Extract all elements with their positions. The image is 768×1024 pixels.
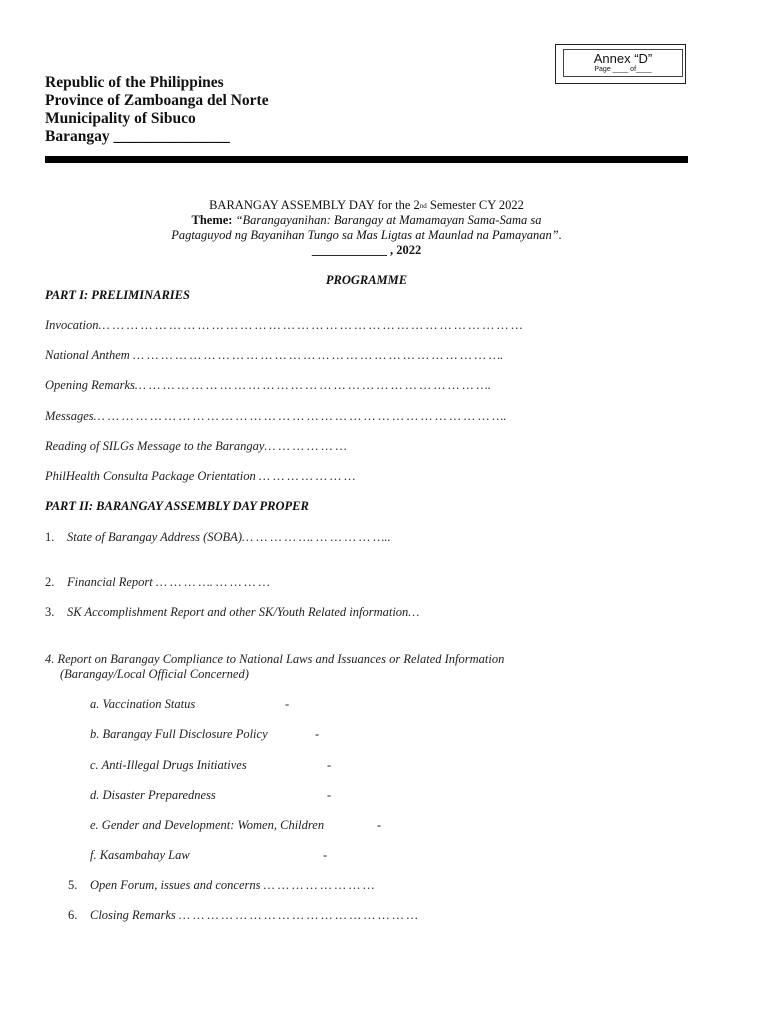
- programme-heading: PROGRAMME: [325, 273, 408, 287]
- part2-item-sk-report: [45, 605, 419, 620]
- sub-item-full-disclosure-dash: -: [315, 727, 320, 741]
- part1-heading: PART I: PRELIMINARIES: [45, 288, 190, 302]
- sub-item-kasambahay: f. Kasambahay Law: [90, 848, 190, 862]
- annex-box: [555, 44, 686, 84]
- part2-item-closing-remarks: [68, 908, 418, 923]
- theme-line-1: [45, 213, 688, 228]
- theme-text-1: “Barangayanihan: Barangay at Mamamayan Sama-Sama sa: [235, 213, 542, 227]
- item-number: 3.: [45, 605, 55, 619]
- part1-item-opening-remarks: Opening Remarks… … … … … … … … … … … … … … … … … … … … … … … … ….: [45, 378, 491, 392]
- annex-inner-box: [563, 49, 683, 77]
- part1-item-philhealth: PhilHealth Consulta Package Orientation … … … … … … …: [45, 469, 356, 483]
- assembly-title: [45, 198, 688, 213]
- part2-item4-line1: 4. Report on Barangay Compliance to National Laws and Issuances or Related Information: [45, 652, 505, 666]
- part2-item-soba: [45, 530, 391, 545]
- annex-label: Annex “D”: [593, 51, 653, 66]
- sub-item-gad: e. Gender and Development: Women, Children: [90, 818, 325, 832]
- annex-page-number: Page ____ of____: [594, 66, 652, 73]
- sub-item-full-disclosure: b. Barangay Full Disclosure Policy: [90, 727, 268, 741]
- item-text: State of Barangay Address (SOBA)… … … … …. … … … … …..: [67, 530, 391, 544]
- sub-item-gad-dash: -: [377, 818, 382, 832]
- date-line: ____________ , 2022: [311, 243, 422, 257]
- item-number: 5.: [68, 878, 78, 892]
- item-number: 1.: [45, 530, 55, 544]
- theme-label: Theme:: [191, 213, 236, 227]
- sub-item-disaster: d. Disaster Preparedness: [90, 788, 216, 802]
- theme-line-2: Pagtaguyod ng Bayanihan Tungo sa Mas Ligtas at Maunlad na Pamayanan”.: [171, 228, 562, 242]
- item-text: Closing Remarks … … … … … … … … … … … … … … … … …: [90, 908, 418, 922]
- part2-item-open-forum: [68, 878, 374, 893]
- header-province: Province of Zamboanga del Norte: [45, 92, 269, 109]
- part1-item-silg-message: Reading of SILGs Message to the Barangay… … … … … …: [45, 439, 347, 453]
- sub-item-anti-drugs-dash: -: [327, 758, 332, 772]
- part1-item-national-anthem: National Anthem … … … … … … … … … … … … … … … … … … … … … … … … … ….: [45, 348, 504, 362]
- header-divider: [45, 156, 688, 163]
- header-barangay: Barangay _______________: [45, 128, 230, 145]
- part1-item-messages: Messages… … … … … … … … … … … … … … … … … … … … … … … … … … … … ….: [45, 409, 507, 423]
- part1-item-invocation: Invocation… … … … … … … … … … … … … … … … … … … … … … … … … … … … … …: [45, 318, 523, 332]
- part2-item4-line2: (Barangay/Local Official Concerned): [60, 667, 249, 681]
- sub-item-disaster-dash: -: [327, 788, 332, 802]
- item-number: 2.: [45, 575, 55, 589]
- assembly-title-prefix: BARANGAY ASSEMBLY DAY for the 2: [209, 198, 420, 212]
- header-municipality: Municipality of Sibuco: [45, 110, 196, 127]
- part2-heading: PART II: BARANGAY ASSEMBLY DAY PROPER: [45, 499, 309, 513]
- header-republic: Republic of the Philippines: [45, 74, 224, 91]
- item-text: Open Forum, issues and concerns … … … … … … … …: [90, 878, 375, 892]
- sub-item-kasambahay-dash: -: [323, 848, 328, 862]
- item-text: Financial Report … … … …. … … … …: [67, 575, 270, 589]
- assembly-title-ordinal: nd: [419, 202, 427, 210]
- sub-item-anti-drugs: c. Anti-Illegal Drugs Initiatives: [90, 758, 247, 772]
- item-text: SK Accomplishment Report and other SK/Youth Related information…: [67, 605, 420, 619]
- part2-item-financial-report: [45, 575, 270, 590]
- item-number: 6.: [68, 908, 78, 922]
- sub-item-vaccination-dash: -: [285, 697, 290, 711]
- assembly-title-suffix: Semester CY 2022: [426, 198, 524, 212]
- sub-item-vaccination: a. Vaccination Status: [90, 697, 196, 711]
